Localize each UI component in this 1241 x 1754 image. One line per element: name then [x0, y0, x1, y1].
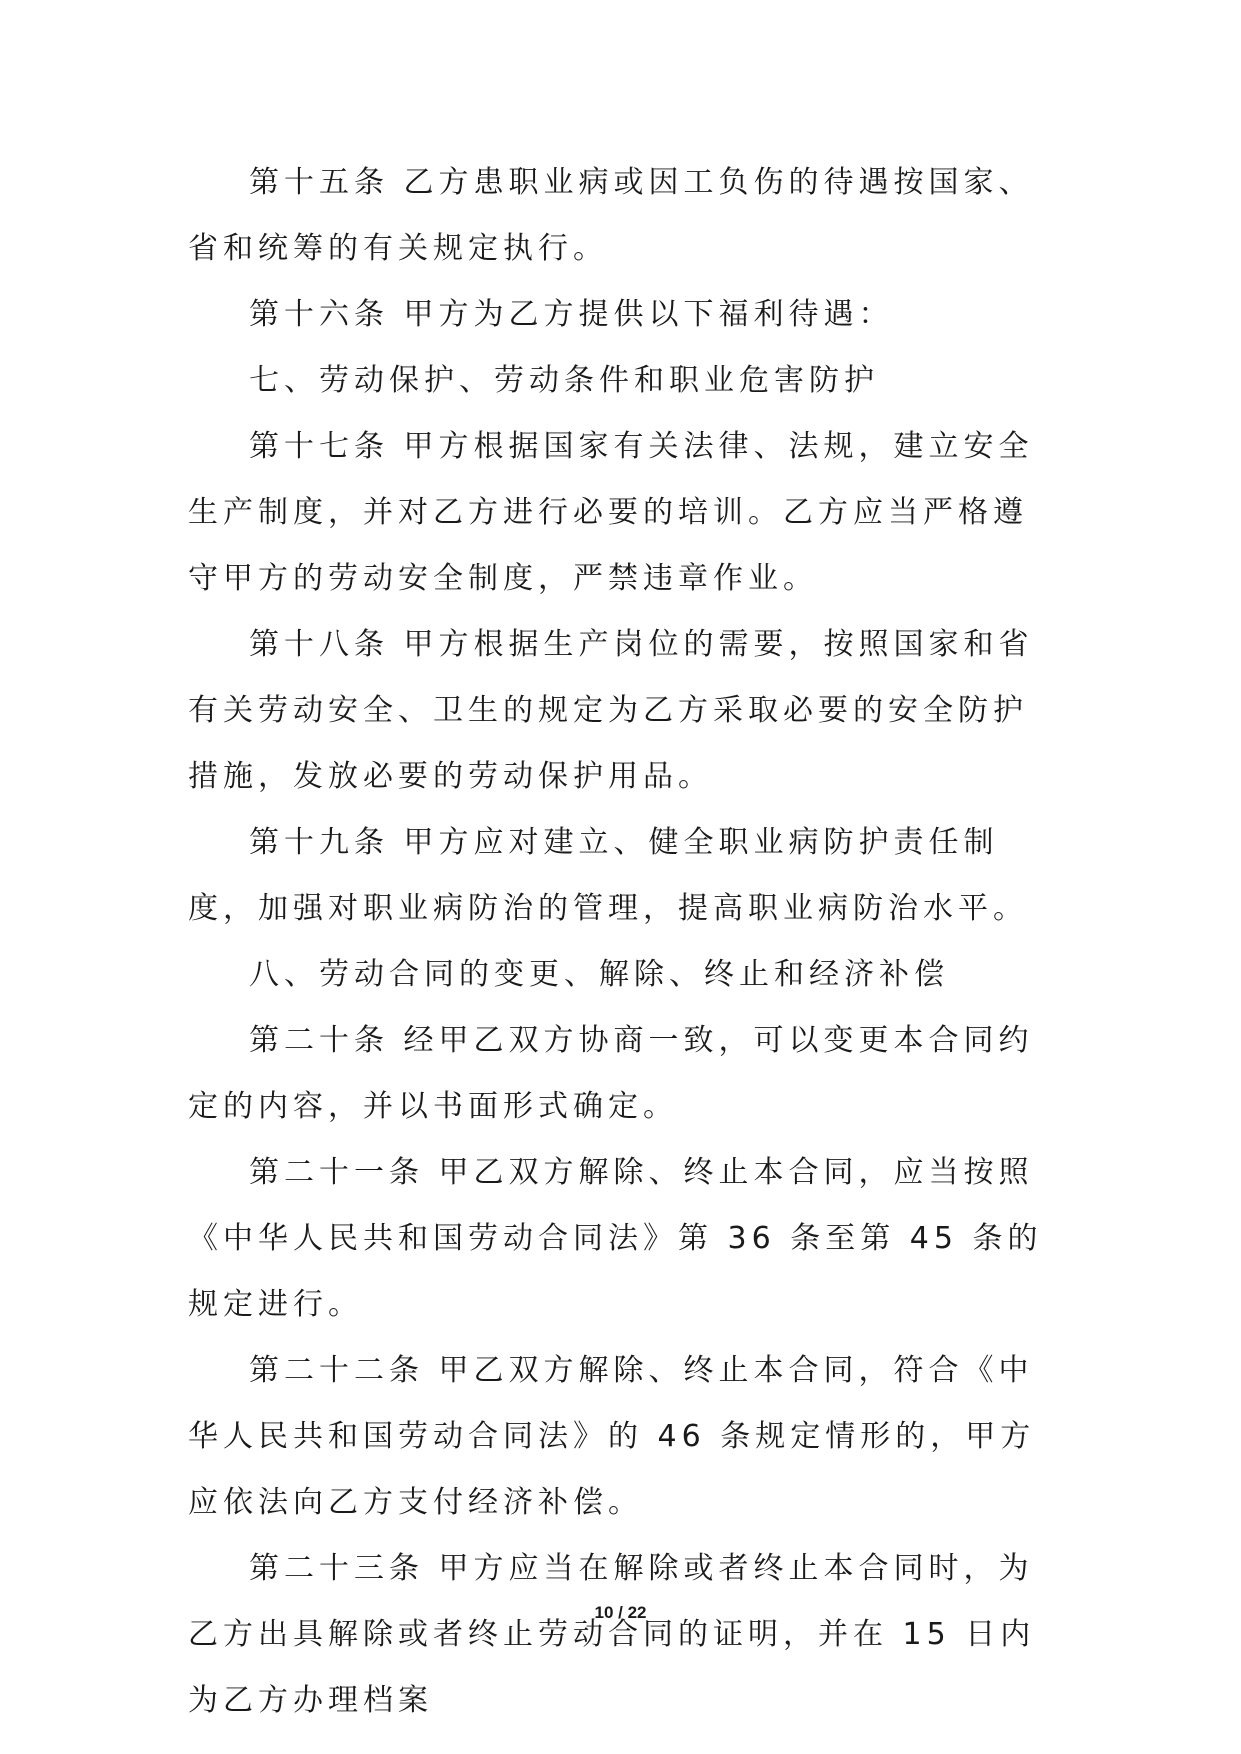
paragraph-article-23: 第二十三条 甲方应当在解除或者终止本合同时，为乙方出具解除或者终止劳动合同的证明，并在 15 日内为乙方办理档案 [188, 1551, 1036, 1718]
paragraph-article-17: 第十七条 甲方根据国家有关法律、法规，建立安全生产制度，并对乙方进行必要的培训。乙方应当严格遵守甲方的劳动安全制度，严禁违章作业。 [188, 429, 1034, 596]
paragraph-article-16: 第十六条 甲方为乙方提供以下福利待遇： [249, 297, 894, 332]
paragraph-article-21: 第二十一条 甲乙双方解除、终止本合同，应当按照《中华人民共和国劳动合同法》第 36 条至第 45 条的规定进行。 [188, 1155, 1043, 1322]
paragraph-article-22: 第二十二条 甲乙双方解除、终止本合同，符合《中华人民共和国劳动合同法》的 46 条规定情形的，甲方应依法向乙方支付经济补偿。 [188, 1353, 1036, 1520]
section-heading-7: 七、劳动保护、劳动条件和职业危害防护 [249, 363, 879, 398]
paragraph-article-15: 第十五条 乙方患职业病或因工负伤的待遇按国家、省和统筹的有关规定执行。 [188, 165, 1034, 266]
paragraph-article-19: 第十九条 甲方应对建立、健全职业病防护责任制度，加强对职业病防治的管理，提高职业病防治水平。 [188, 825, 1028, 926]
page-number: 10 / 22 [594, 1603, 647, 1622]
paragraph-article-20: 第二十条 经甲乙双方协商一致，可以变更本合同约定的内容，并以书面形式确定。 [188, 1023, 1034, 1124]
section-heading-8: 八、劳动合同的变更、解除、终止和经济补偿 [249, 957, 949, 992]
paragraph-article-18: 第十八条 甲方根据生产岗位的需要，按照国家和省有关劳动安全、卫生的规定为乙方采取必要的安全防护措施，发放必要的劳动保护用品。 [188, 627, 1034, 794]
document-body [188, 150, 1052, 1734]
